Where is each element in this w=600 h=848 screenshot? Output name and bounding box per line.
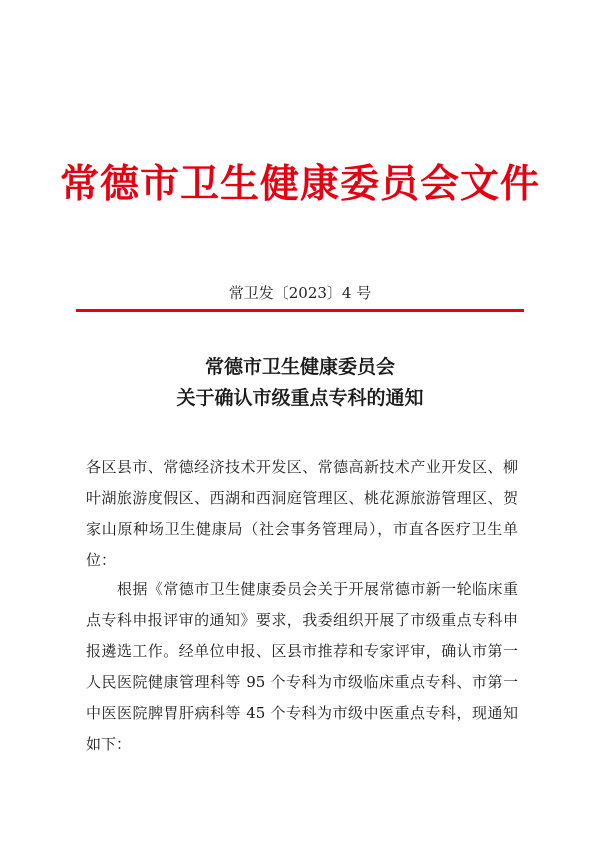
salutation-line: 各区县市、常德经济技术开发区、常德高新技术产业开发区、柳 xyxy=(86,458,518,476)
paragraph-line: 如下： xyxy=(86,735,132,753)
paragraph-line: 点专科申报评审的通知》要求，我委组织开展了市级重点专科申 xyxy=(86,611,518,629)
paragraph-line: 报遴选工作。经单位申报、区县市推荐和专家评审，确认市第一 xyxy=(86,642,518,660)
notice-title-line-1: 常德市卫生健康委员会 xyxy=(204,356,395,378)
red-divider-line xyxy=(76,309,524,312)
salutation-line: 位： xyxy=(86,551,117,569)
salutation-line: 家山原种场卫生健康局（社会事务管理局），市直各医疗卫生单 xyxy=(86,520,518,538)
paragraph-line: 人民医院健康管理科等 95 个专科为市级临床重点专科、市第一 xyxy=(86,673,518,691)
paragraph-line: 根据《常德市卫生健康委员会关于开展常德市新一轮临床重 xyxy=(117,580,518,598)
notice-title-line-2: 关于确认市级重点专科的通知 xyxy=(176,387,424,409)
issuer-masthead: 常德市卫生健康委员会文件 xyxy=(59,161,540,207)
salutation-line: 叶湖旅游度假区、西湖和西洞庭管理区、桃花源旅游管理区、贺 xyxy=(86,489,518,507)
document-number: 常卫发〔2023〕4 号 xyxy=(228,284,372,302)
paragraph-line: 中医医院脾胃肝病科等 45 个专科为市级中医重点专科，现通知 xyxy=(86,704,518,722)
